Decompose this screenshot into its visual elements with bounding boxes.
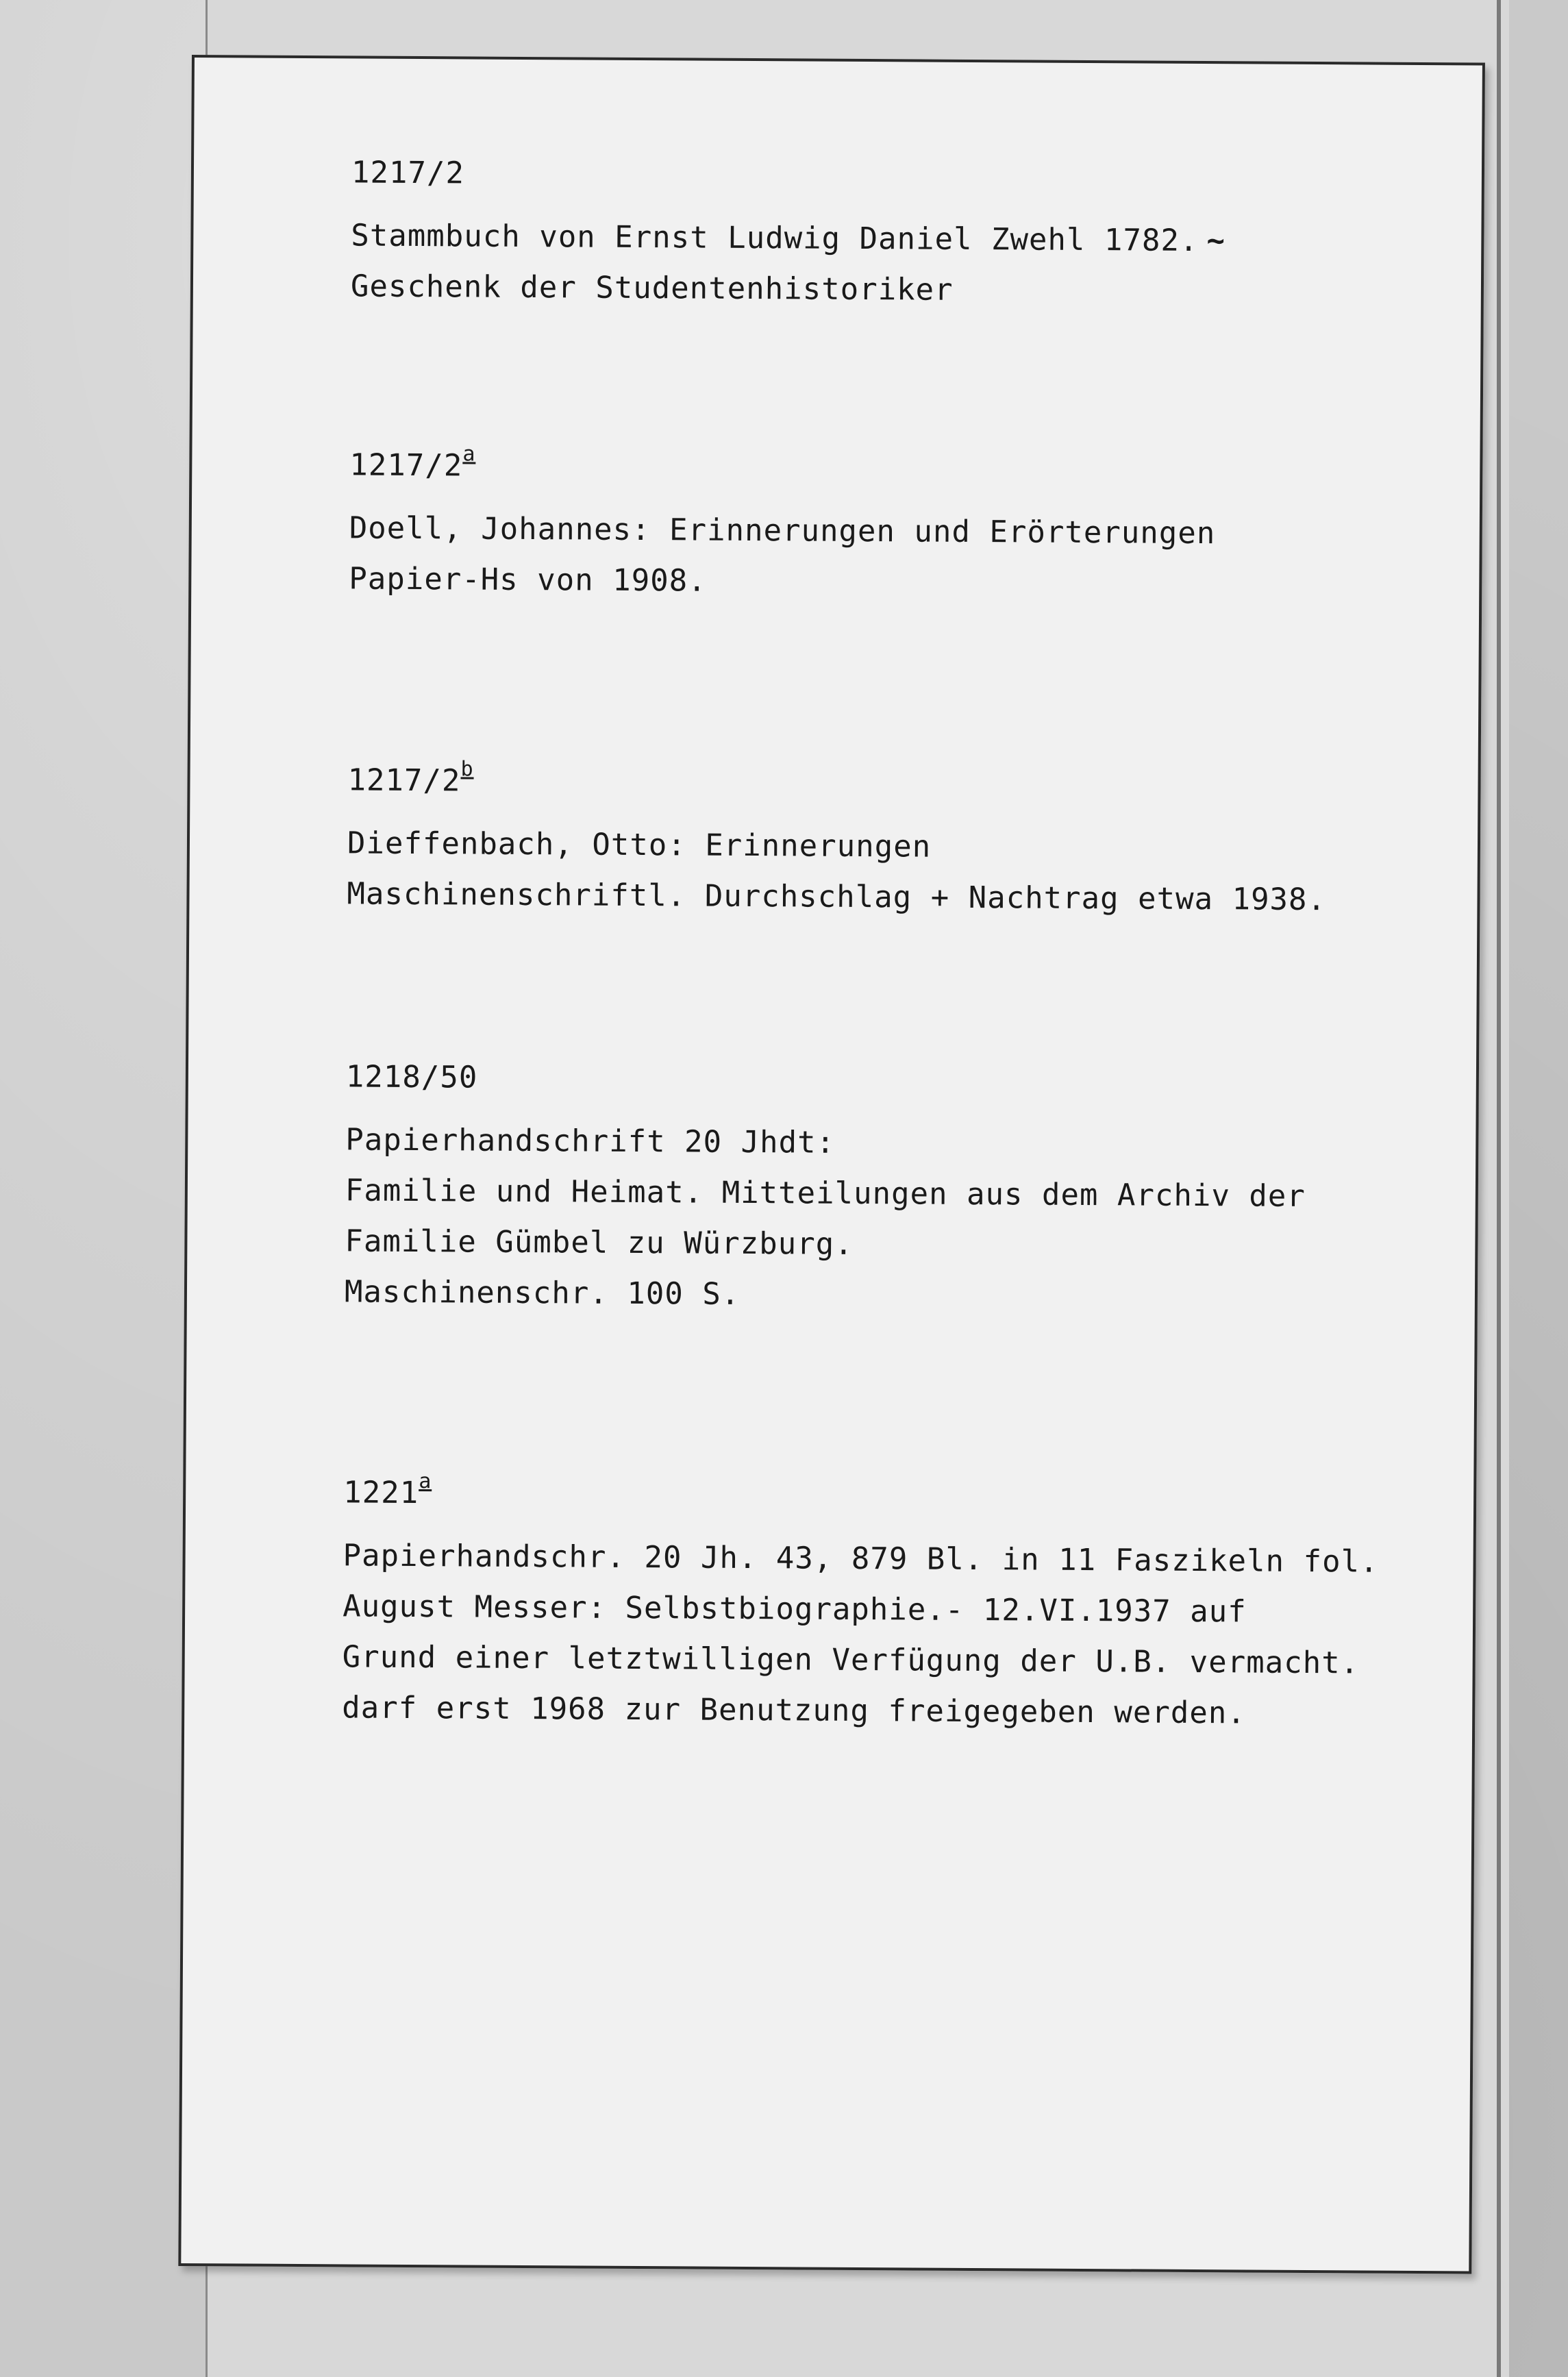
entry-line: Geschenk der Studentenhistoriker bbox=[350, 269, 954, 308]
entry-line: Papierhandschr. 20 Jh. 43, 879 Bl. in 11 Faszikeln fol. bbox=[343, 1538, 1379, 1580]
entry-number: 1217/2$^a$ bbox=[349, 442, 476, 484]
handwritten-mark: ~ bbox=[1206, 223, 1226, 259]
entry-line: Maschinenschriftl. Durchschlag + Nachtrag etwa 1938. bbox=[347, 876, 1327, 918]
entry-line: Familie Gümbel zu Würzburg. bbox=[345, 1223, 854, 1262]
entry-number: 1218/50 bbox=[345, 1059, 478, 1095]
entry-1221a bbox=[342, 1456, 1379, 1739]
entry-1217-2a bbox=[349, 428, 1216, 610]
entry-line: Familie und Heimat. Mitteilungen aus dem Archiv der bbox=[345, 1173, 1306, 1214]
entry-line: darf erst 1968 zur Benutzung freigegeben werden. bbox=[342, 1690, 1246, 1731]
entry-1217-2b bbox=[347, 743, 1327, 925]
entry-1218-50 bbox=[345, 1051, 1306, 1323]
index-card bbox=[178, 55, 1485, 2274]
entry-line: Papierhandschrift 20 Jhdt: bbox=[345, 1122, 836, 1160]
entry-line: Stammbuch von Ernst Ludwig Daniel Zwehl 1782. ~ bbox=[351, 218, 1226, 259]
entry-line: Doell, Johannes: Erinnerungen und Erörterungen bbox=[349, 510, 1216, 551]
entry-line: Papier-Hs von 1908. bbox=[349, 561, 707, 599]
entry-line: Dieffenbach, Otto: Erinnerungen bbox=[347, 825, 932, 864]
entry-line: August Messer: Selbstbiographie.- 12.VI.1937 auf bbox=[343, 1589, 1247, 1630]
entry-line: Grund einer letztwilligen Verfügung der U.B. vermacht. bbox=[342, 1639, 1360, 1681]
entry-number: 1217/2 bbox=[351, 155, 465, 191]
card-stack-edge bbox=[1497, 0, 1501, 2377]
entry-number: 1217/2$^b$ bbox=[347, 757, 474, 799]
entry-line: Maschinenschr. 100 S. bbox=[344, 1274, 741, 1312]
entry-1217-2 bbox=[351, 147, 1226, 317]
entry-number: 1221$^a$ bbox=[343, 1469, 432, 1511]
